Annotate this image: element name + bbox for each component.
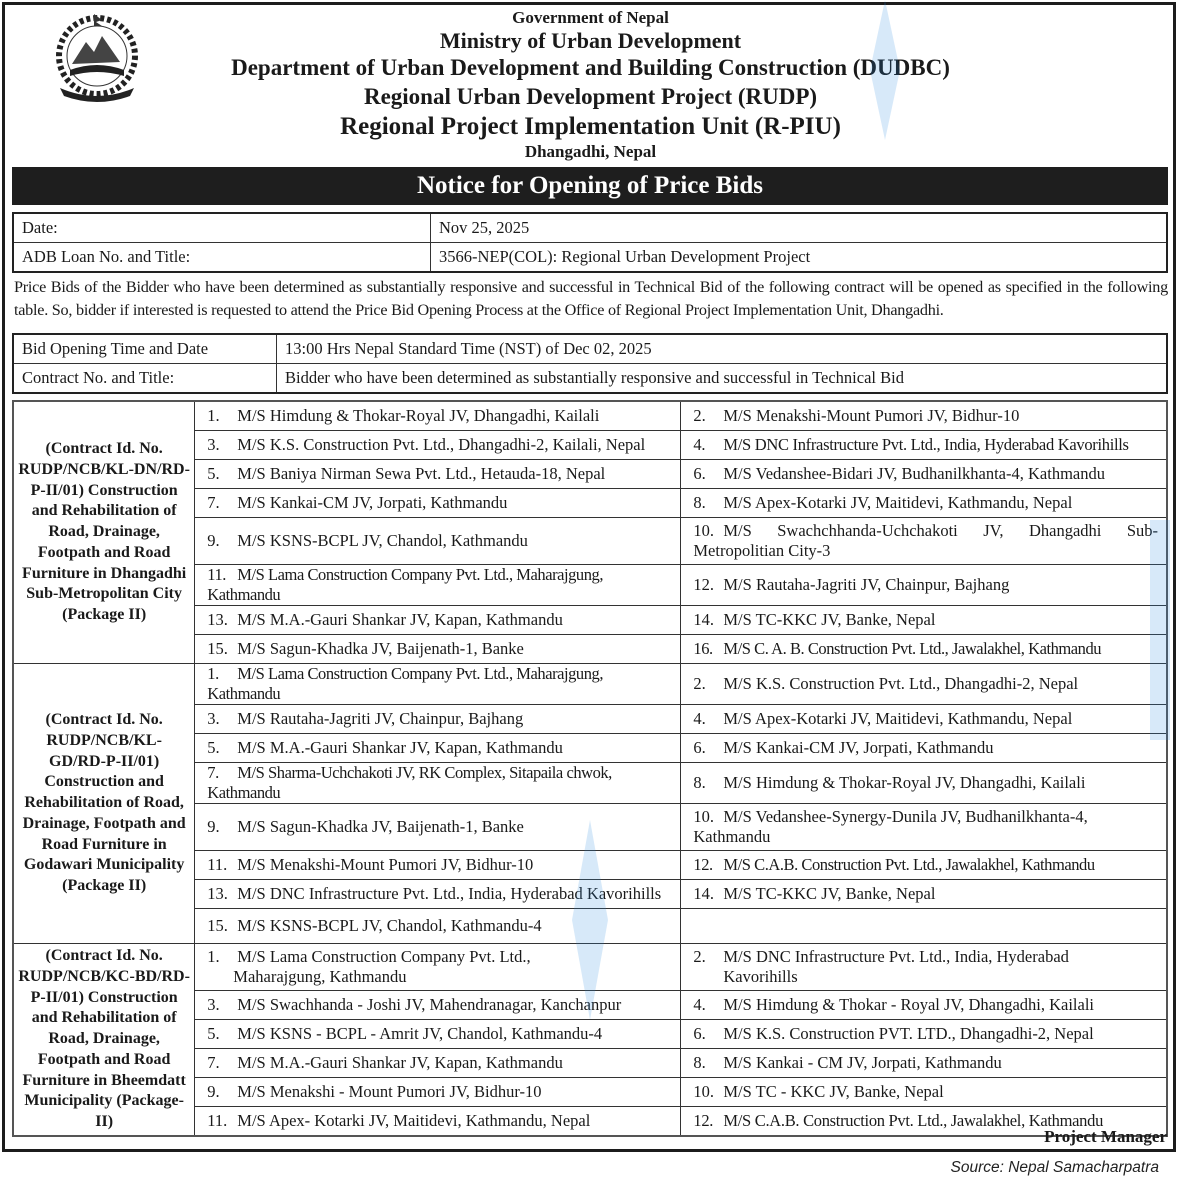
- bidder-cell: 8. M/S Himdung & Thokar-Royal JV, Dhangadhi, Kailali: [681, 763, 1167, 804]
- loan-label: ADB Loan No. and Title:: [13, 243, 431, 273]
- opening-time-row: [13, 334, 1167, 364]
- notice-info-table: [12, 212, 1168, 273]
- date-label: Date:: [13, 213, 431, 243]
- bidder-cell: 4. M/S DNC Infrastructure Pvt. Ltd., India, Hyderabad Kavorihills: [681, 431, 1167, 460]
- package-1-description: (Contract Id. No. RUDP/NCB/KL-DN/RD-P-II/01) Construction and Rehabilitation of Road, Drainage, Footpath and Road Furniture in Dhangadhi Sub-Metropolitan City (Package II): [13, 401, 195, 664]
- date-row: [13, 213, 1167, 243]
- government-title: Government of Nepal: [512, 8, 669, 27]
- bidder-cell: 7. M/S Sharma-Uchchakoti JV, RK Complex, Sitapaila chwok, Kathmandu: [195, 763, 681, 804]
- letterhead: [0, 8, 1181, 162]
- table-row: [13, 664, 1167, 705]
- bidder-cell: 12. M/S C.A.B. Construction Pvt. Ltd., Jawalakhel, Kathmandu: [681, 851, 1167, 880]
- bidder-cell: 14. M/S TC-KKC JV, Banke, Nepal: [681, 606, 1167, 635]
- bidder-cell: 1. M/S Lama Construction Company Pvt. Ltd., Maharajgung, Kathmandu: [195, 944, 681, 991]
- contract-row: [13, 364, 1167, 394]
- notice-title: Notice for Opening of Price Bids: [12, 167, 1168, 205]
- package-2-description: (Contract Id. No. RUDP/NCB/KL-GD/RD-P-II/01) Construction and Rehabilitation of Road, Drainage, Footpath and Road Furniture in Godawari Municipality (Package II): [13, 664, 195, 944]
- bidder-cell: 10. M/S TC - KKC JV, Banke, Nepal: [681, 1078, 1167, 1107]
- bidder-cell: 15. M/S Sagun-Khadka JV, Baijenath-1, Banke: [195, 635, 681, 664]
- bidder-cell: 11. M/S Menakshi-Mount Pumori JV, Bidhur-10: [195, 851, 681, 880]
- bidder-cell: 5. M/S KSNS - BCPL - Amrit JV, Chandol, Kathmandu-4: [195, 1020, 681, 1049]
- loan-value: 3566-NEP(COL): Regional Urban Development Project: [431, 243, 1168, 273]
- contract-label: Contract No. and Title:: [13, 364, 277, 394]
- opening-time-value: 13:00 Hrs Nepal Standard Time (NST) of Dec 02, 2025: [277, 334, 1168, 364]
- bidder-cell: 4. M/S Himdung & Thokar - Royal JV, Dhangadhi, Kailali: [681, 991, 1167, 1020]
- ministry-title: Ministry of Urban Development: [439, 28, 742, 53]
- bidder-cell: 9. M/S Sagun-Khadka JV, Baijenath-1, Banke: [195, 804, 681, 851]
- bidder-cell: 7. M/S M.A.-Gauri Shankar JV, Kapan, Kathmandu: [195, 1049, 681, 1078]
- bidder-cell: 5. M/S Baniya Nirman Sewa Pvt. Ltd., Hetauda-18, Nepal: [195, 460, 681, 489]
- package-3-description: (Contract Id. No. RUDP/NCB/KC-BD/RD-P-II/01) Construction and Rehabilitation of Road, Drainage, Footpath and Road Furniture in Bheemdatt Municipality (Package-II): [13, 944, 195, 1137]
- location-title: Dhangadhi, Nepal: [524, 142, 657, 161]
- bidder-cell: 1. M/S Lama Construction Company Pvt. Ltd., Maharajgung, Kathmandu: [195, 664, 681, 705]
- bidder-cell: 8. M/S Apex-Kotarki JV, Maitidevi, Kathmandu, Nepal: [681, 489, 1167, 518]
- bidder-cell: 14. M/S TC-KKC JV, Banke, Nepal: [681, 880, 1167, 909]
- table-row: [13, 944, 1167, 991]
- bidder-cell: 5. M/S M.A.-Gauri Shankar JV, Kapan, Kathmandu: [195, 734, 681, 763]
- empty-cell: [681, 909, 1167, 944]
- bidder-cell: 12. M/S Rautaha-Jagriti JV, Chainpur, Bajhang: [681, 565, 1167, 606]
- bidder-cell: 4. M/S Apex-Kotarki JV, Maitidevi, Kathmandu, Nepal: [681, 705, 1167, 734]
- table-row: [13, 401, 1167, 431]
- bidder-cell: 15. M/S KSNS-BCPL JV, Chandol, Kathmandu-4: [195, 909, 681, 944]
- bidder-cell: 12. M/S C.A.B. Construction Pvt. Ltd., Jawalakhel, Kathmandu: [681, 1107, 1167, 1137]
- opening-time-label: Bid Opening Time and Date: [13, 334, 277, 364]
- bidder-cell: 13. M/S M.A.-Gauri Shankar JV, Kapan, Kathmandu: [195, 606, 681, 635]
- bidders-table: [12, 400, 1168, 1137]
- date-value: Nov 25, 2025: [431, 213, 1168, 243]
- loan-row: [13, 243, 1167, 273]
- bidder-cell: 16. M/S C. A. B. Construction Pvt. Ltd., Jawalakhel, Kathmandu: [681, 635, 1167, 664]
- bidder-cell: 11. M/S Apex- Kotarki JV, Maitidevi, Kathmandu, Nepal: [195, 1107, 681, 1137]
- bidder-cell: 6. M/S K.S. Construction PVT. LTD., Dhangadhi-2, Nepal: [681, 1020, 1167, 1049]
- bidder-cell: 3. M/S Swachhanda - Joshi JV, Mahendranagar, Kanchanpur: [195, 991, 681, 1020]
- bidder-cell: 2. M/S DNC Infrastructure Pvt. Ltd., India, Hyderabad Kavorihills: [681, 944, 1167, 991]
- source-credit: Source: Nepal Samacharpatra: [950, 1159, 1159, 1176]
- notice-paragraph: Price Bids of the Bidder who have been determined as substantially responsive and successful in Technical Bid of the following contract will be opened as specified in the following table. So, bidder if interested is requested to attend the Price Bid Opening Process at the Office of Regional Project Implementation Unit, Dhangadhi.: [14, 278, 1168, 319]
- bidder-cell: 10. M/S Vedanshee-Synergy-Dunila JV, Budhanilkhanta-4, Kathmandu: [681, 804, 1167, 851]
- bid-opening-table: [12, 333, 1168, 394]
- bidder-cell: 8. M/S Kankai - CM JV, Jorpati, Kathmandu: [681, 1049, 1167, 1078]
- bidder-cell: 2. M/S Menakshi-Mount Pumori JV, Bidhur-10: [681, 401, 1167, 431]
- project-title: Regional Urban Development Project (RUDP): [363, 84, 818, 109]
- bidder-cell: 10. M/S Swachchhanda-Uchchakoti JV, Dhangadhi Sub-Metropolitian City-3: [681, 518, 1167, 565]
- department-title: Department of Urban Development and Building Construction (DUDBC): [231, 55, 950, 80]
- bidder-cell: 1. M/S Himdung & Thokar-Royal JV, Dhangadhi, Kailali: [195, 401, 681, 431]
- contract-value: Bidder who have been determined as substantially responsive and successful in Technical Bid: [277, 364, 1168, 394]
- bidder-cell: 2. M/S K.S. Construction Pvt. Ltd., Dhangadhi-2, Nepal: [681, 664, 1167, 705]
- bidder-cell: 13. M/S DNC Infrastructure Pvt. Ltd., India, Hyderabad Kavorihills: [195, 880, 681, 909]
- bidder-cell: 6. M/S Vedanshee-Bidari JV, Budhanilkhanta-4, Kathmandu: [681, 460, 1167, 489]
- signature-project-manager: Project Manager: [1044, 1127, 1167, 1146]
- bidder-cell: 7. M/S Kankai-CM JV, Jorpati, Kathmandu: [195, 489, 681, 518]
- bidder-cell: 6. M/S Kankai-CM JV, Jorpati, Kathmandu: [681, 734, 1167, 763]
- bidder-cell: 3. M/S K.S. Construction Pvt. Ltd., Dhangadhi-2, Kailali, Nepal: [195, 431, 681, 460]
- bidder-cell: 11. M/S Lama Construction Company Pvt. Ltd., Maharajgung, Kathmandu: [195, 565, 681, 606]
- bidder-cell: 3. M/S Rautaha-Jagriti JV, Chainpur, Bajhang: [195, 705, 681, 734]
- unit-title: Regional Project Implementation Unit (R-PIU): [340, 113, 841, 140]
- bidder-cell: 9. M/S KSNS-BCPL JV, Chandol, Kathmandu: [195, 518, 681, 565]
- bidder-cell: 9. M/S Menakshi - Mount Pumori JV, Bidhur-10: [195, 1078, 681, 1107]
